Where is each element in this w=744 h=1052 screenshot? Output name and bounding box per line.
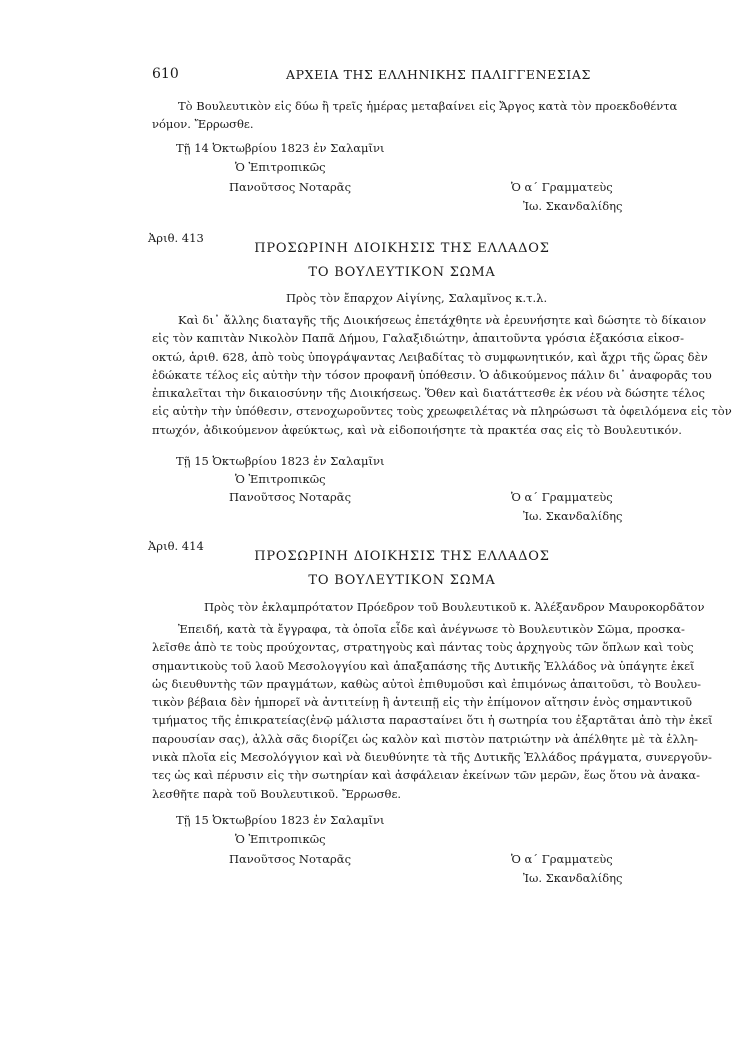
doc3-heading-2: ΤΟ ΒΟΥΛΕΥΤΙΚΟΝ ΣΩΜΑ	[308, 573, 496, 588]
doc2-sig-right-title: Ὁ α΄ Γραμματεὺς	[511, 490, 613, 504]
doc3-body	[152, 620, 713, 803]
doc1-date: Τῇ 14 Ὀκτωβρίου 1823 ἐν Σαλαμῖνι	[176, 141, 385, 155]
doc1-line: νόμον. Ἔρρωσθε.	[152, 117, 254, 132]
doc3-line: σημαντικοὺς τοῦ λαοῦ Μεσολογγίου καὶ ἁπαξαπάσης τῆς Δυτικῆς Ἑλλάδος νὰ ὑπάγητε ἐκεῖ	[152, 658, 695, 673]
doc2-line: Καὶ δι᾽ ἄλλης διαταγῆς τῆς Διοικήσεως ἐπετάχθητε νὰ ἐρευνήσητε καὶ δώσητε τὸ δίκαιον	[178, 313, 707, 327]
doc2-line: πτωχόν, ἀδικούμενον ἀφεύκτως, καὶ νὰ εἰδοποιήσητε τὰ πρακτέα σας εἰς τὸ Βουλευτικόν.	[152, 422, 682, 437]
doc3-sig-left-title: Ὁ Ἐπιτροπικῶς	[235, 832, 326, 846]
doc3-line: παρουσίαν σας), ἀλλὰ σᾶς διορίζει ὡς καλὸν καὶ πιστὸν πατριώτην νὰ ἀπέλθητε μὲ τὰ ἑλλη-	[152, 731, 698, 746]
doc2-sig-left-name: Πανοῦτσος Νοταρᾶς	[229, 490, 352, 504]
doc2-date: Τῇ 15 Ὀκτωβρίου 1823 ἐν Σαλαμῖνι	[176, 454, 385, 468]
doc2-line: ἐδώκατε τέλος εἰς αὐτὴν τὴν τόσον προφανῆ ὑπόθεσιν. Ὁ ἀδικούμενος πάλιν δι᾽ ἀναφορᾶς του	[152, 367, 712, 382]
doc3-line: Ἐπειδή, κατὰ τὰ ἔγγραφα, τὰ ὁποῖα εἶδε καὶ ἀνέγνωσε τὸ Βουλευτικὸν Σῶμα, προσκα-	[178, 622, 685, 636]
doc3-line: τες ὡς καὶ πέρυσιν εἰς τὴν σωτηρίαν καὶ ἀσφάλειαν ἐκείνων τῶν μερῶν, ἕως ὅτου νὰ ἀνακα-	[152, 768, 700, 783]
doc2-addressee: Πρὸς τὸν ἔπαρχον Αἰγίνης, Σαλαμῖνος κ.τ.λ.	[286, 291, 548, 305]
doc3-line: λεσθῆτε παρὰ τοῦ Βουλευτικοῦ. Ἔρρωσθε.	[152, 786, 402, 801]
doc2-heading-2: ΤΟ ΒΟΥΛΕΥΤΙΚΟΝ ΣΩΜΑ	[308, 265, 496, 280]
doc2-sig-right-name: Ἰω. Σκανδαλίδης	[523, 509, 623, 523]
doc2-body	[152, 311, 732, 439]
doc3-line: τμήματος τῆς ἐπικρατείας(ἐνῷ μάλιστα παρασταίνει ὅτι ἡ σωτηρία του ἐξαρτᾶται ἀπὸ τὴν ἐκεῖ	[152, 713, 713, 728]
doc2-line: οκτώ, ἀριθ. 628, ἀπὸ τοὺς ὑπογράψαντας Λειβαδίτας τὸ συμφωνητικόν, καὶ ἄχρι τῆς ὥρας δὲν	[152, 349, 708, 364]
doc3-sig-left-name: Πανοῦτσος Νοταρᾶς	[229, 852, 352, 866]
page-number: 610	[152, 66, 179, 82]
doc2-number: Ἀριθ. 413	[148, 231, 204, 245]
doc3-number: Ἀριθ. 414	[148, 539, 204, 553]
doc1-sig-right-name: Ἰω. Σκανδαλίδης	[523, 199, 623, 213]
doc3-heading-1: ΠΡΟΣΩΡΙΝΗ ΔΙΟΙΚΗΣΙΣ ΤΗΣ ΕΛΛΑΔΟΣ	[254, 549, 550, 564]
running-title: ΑΡΧΕΙΑ ΤΗΣ ΕΛΛΗΝΙΚΗΣ ΠΑΛΙΓΓΕΝΕΣΙΑΣ	[286, 67, 591, 82]
doc3-line: ὡς διευθυντὴς τῶν πραγμάτων, καθὼς αὐτοὶ ἐπιθυμοῦσι καὶ ἐπιμόνως ἀπαιτοῦσι, τὸ Βουλευ-	[152, 676, 702, 691]
doc1-sig-right-title: Ὁ α΄ Γραμματεὺς	[511, 180, 613, 194]
doc3-addressee: Πρὸς τὸν ἐκλαμπρότατον Πρόεδρον τοῦ Βουλευτικοῦ κ. Ἀλέξανδρον Μαυροκορδᾶτον	[204, 600, 705, 614]
doc3-line: τικὸν βέβαια δὲν ἠμπορεῖ νὰ ἀντιτείνῃ ἢ ἀντειπῇ εἰς τὴν ἐπίμονον αἴτησιν ἑνὸς σημαντικοῦ	[152, 695, 693, 710]
doc3-line: λεῖσθε ἀπὸ τε τοὺς προύχοντας, στρατηγοὺς καὶ πάντας τοὺς ἀρχηγοὺς τῶν ὅπλων καὶ τοὺς	[152, 640, 694, 655]
doc3-sig-right-name: Ἰω. Σκανδαλίδης	[523, 871, 623, 885]
doc1-body	[152, 97, 678, 134]
doc2-line: ἐπικαλεῖται τὴν δικαιοσύνην τῆς Διοικήσεως. Ὅθεν καὶ διατάττεσθε ἐκ νέου νὰ δώσητε τέλος	[152, 386, 705, 401]
doc3-sig-right-title: Ὁ α΄ Γραμματεὺς	[511, 852, 613, 866]
doc2-heading-1: ΠΡΟΣΩΡΙΝΗ ΔΙΟΙΚΗΣΙΣ ΤΗΣ ΕΛΛΑΔΟΣ	[254, 241, 550, 256]
doc1-line: Τὸ Βουλευτικὸν εἰς δύω ἢ τρεῖς ἡμέρας μεταβαίνει εἰς Ἄργος κατὰ τὸν προεκδοθέντα	[178, 99, 678, 113]
doc2-line: εἰς τὸν καπιτὰν Νικολὸν Παπᾶ Δήμου, Γαλαξιδιώτην, ἀπαιτοῦντα γρόσια ἑξακόσια εἰκοσ-	[152, 331, 684, 346]
doc1-sig-left-title: Ὁ Ἐπιτροπικῶς	[235, 160, 326, 174]
doc2-line: εἰς αὐτὴν τὴν ὑπόθεσιν, στενοχωροῦντες τοὺς χρεωφειλέτας νὰ πληρώσωσι τὰ ὀφειλόμενα εἰς τὸν	[152, 404, 732, 419]
doc3-line: νικὰ πλοῖα εἰς Μεσολόγγιον καὶ νὰ διευθύνητε τὰ τῆς Δυτικῆς Ἑλλάδος πράγματα, συνεργοῦν-	[152, 750, 712, 765]
doc3-date: Τῇ 15 Ὀκτωβρίου 1823 ἐν Σαλαμῖνι	[176, 813, 385, 827]
doc2-sig-left-title: Ὁ Ἐπιτροπικῶς	[235, 472, 326, 486]
doc1-sig-left-name: Πανοῦτσος Νοταρᾶς	[229, 180, 352, 194]
